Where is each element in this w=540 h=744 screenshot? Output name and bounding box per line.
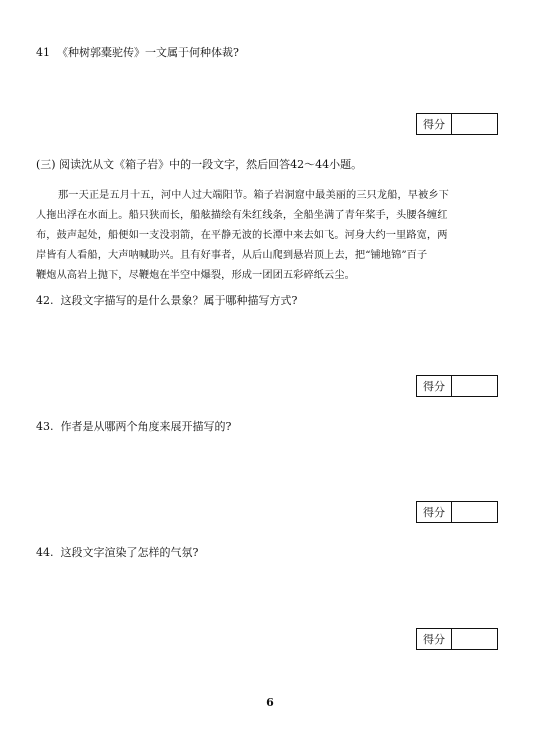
question-44 — [36, 544, 198, 560]
question-43 — [36, 418, 231, 434]
passage-line-4: 岸皆有人看船，大声呐喊助兴。且有好事者，从后山爬到悬岩顶上去，把“铺地锦”百子 — [36, 250, 428, 261]
score-label: 得分 — [417, 376, 452, 396]
score-box-41 — [416, 113, 498, 135]
score-label: 得分 — [417, 114, 452, 134]
question-44-number: 44. — [36, 546, 54, 559]
passage-line-5: 鞭炮从高岩上抛下，尽鞭炮在半空中爆裂，形成一团团五彩碎纸云尘。 — [36, 270, 355, 281]
page-number: 6 — [266, 696, 274, 709]
score-label: 得分 — [417, 502, 452, 522]
score-input[interactable] — [452, 502, 497, 522]
score-box-42 — [416, 375, 498, 397]
question-41-number: 41 — [36, 46, 50, 59]
score-input[interactable] — [452, 629, 497, 649]
score-input[interactable] — [452, 376, 497, 396]
question-42-number: 42. — [36, 294, 54, 307]
score-box-43 — [416, 501, 498, 523]
section-3-intro: (三) 阅读沈从文《箱子岩》中的一段文字，然后回答42～44小题。 — [36, 158, 363, 171]
question-44-text: 这段文字渲染了怎样的气氛? — [60, 546, 199, 559]
question-43-number: 43. — [36, 420, 54, 433]
passage-line-3: 布，鼓声起处，船便如一支没羽箭，在平静无波的长潭中来去如飞。河身大约一里路宽，两 — [36, 230, 448, 241]
passage-line-2: 人拖出浮在水面上。船只狭而长，船舷描绘有朱红线条，全船坐满了青年桨手，头腰各缠红 — [36, 210, 448, 221]
question-43-text: 作者是从哪两个角度来展开描写的? — [60, 420, 232, 433]
question-41 — [36, 44, 239, 60]
question-42-text: 这段文字描写的是什么景象？属于哪种描写方式? — [60, 294, 298, 307]
question-41-text: 《种树郭橐驼传》一文属于何种体裁? — [57, 46, 239, 59]
score-box-44 — [416, 628, 498, 650]
score-label: 得分 — [417, 629, 452, 649]
question-42 — [36, 292, 297, 308]
passage-line-1: 那一天正是五月十五，河中人过大端阳节。箱子岩洞窟中最美丽的三只龙船，早被乡下 — [58, 190, 449, 201]
score-input[interactable] — [452, 114, 497, 134]
